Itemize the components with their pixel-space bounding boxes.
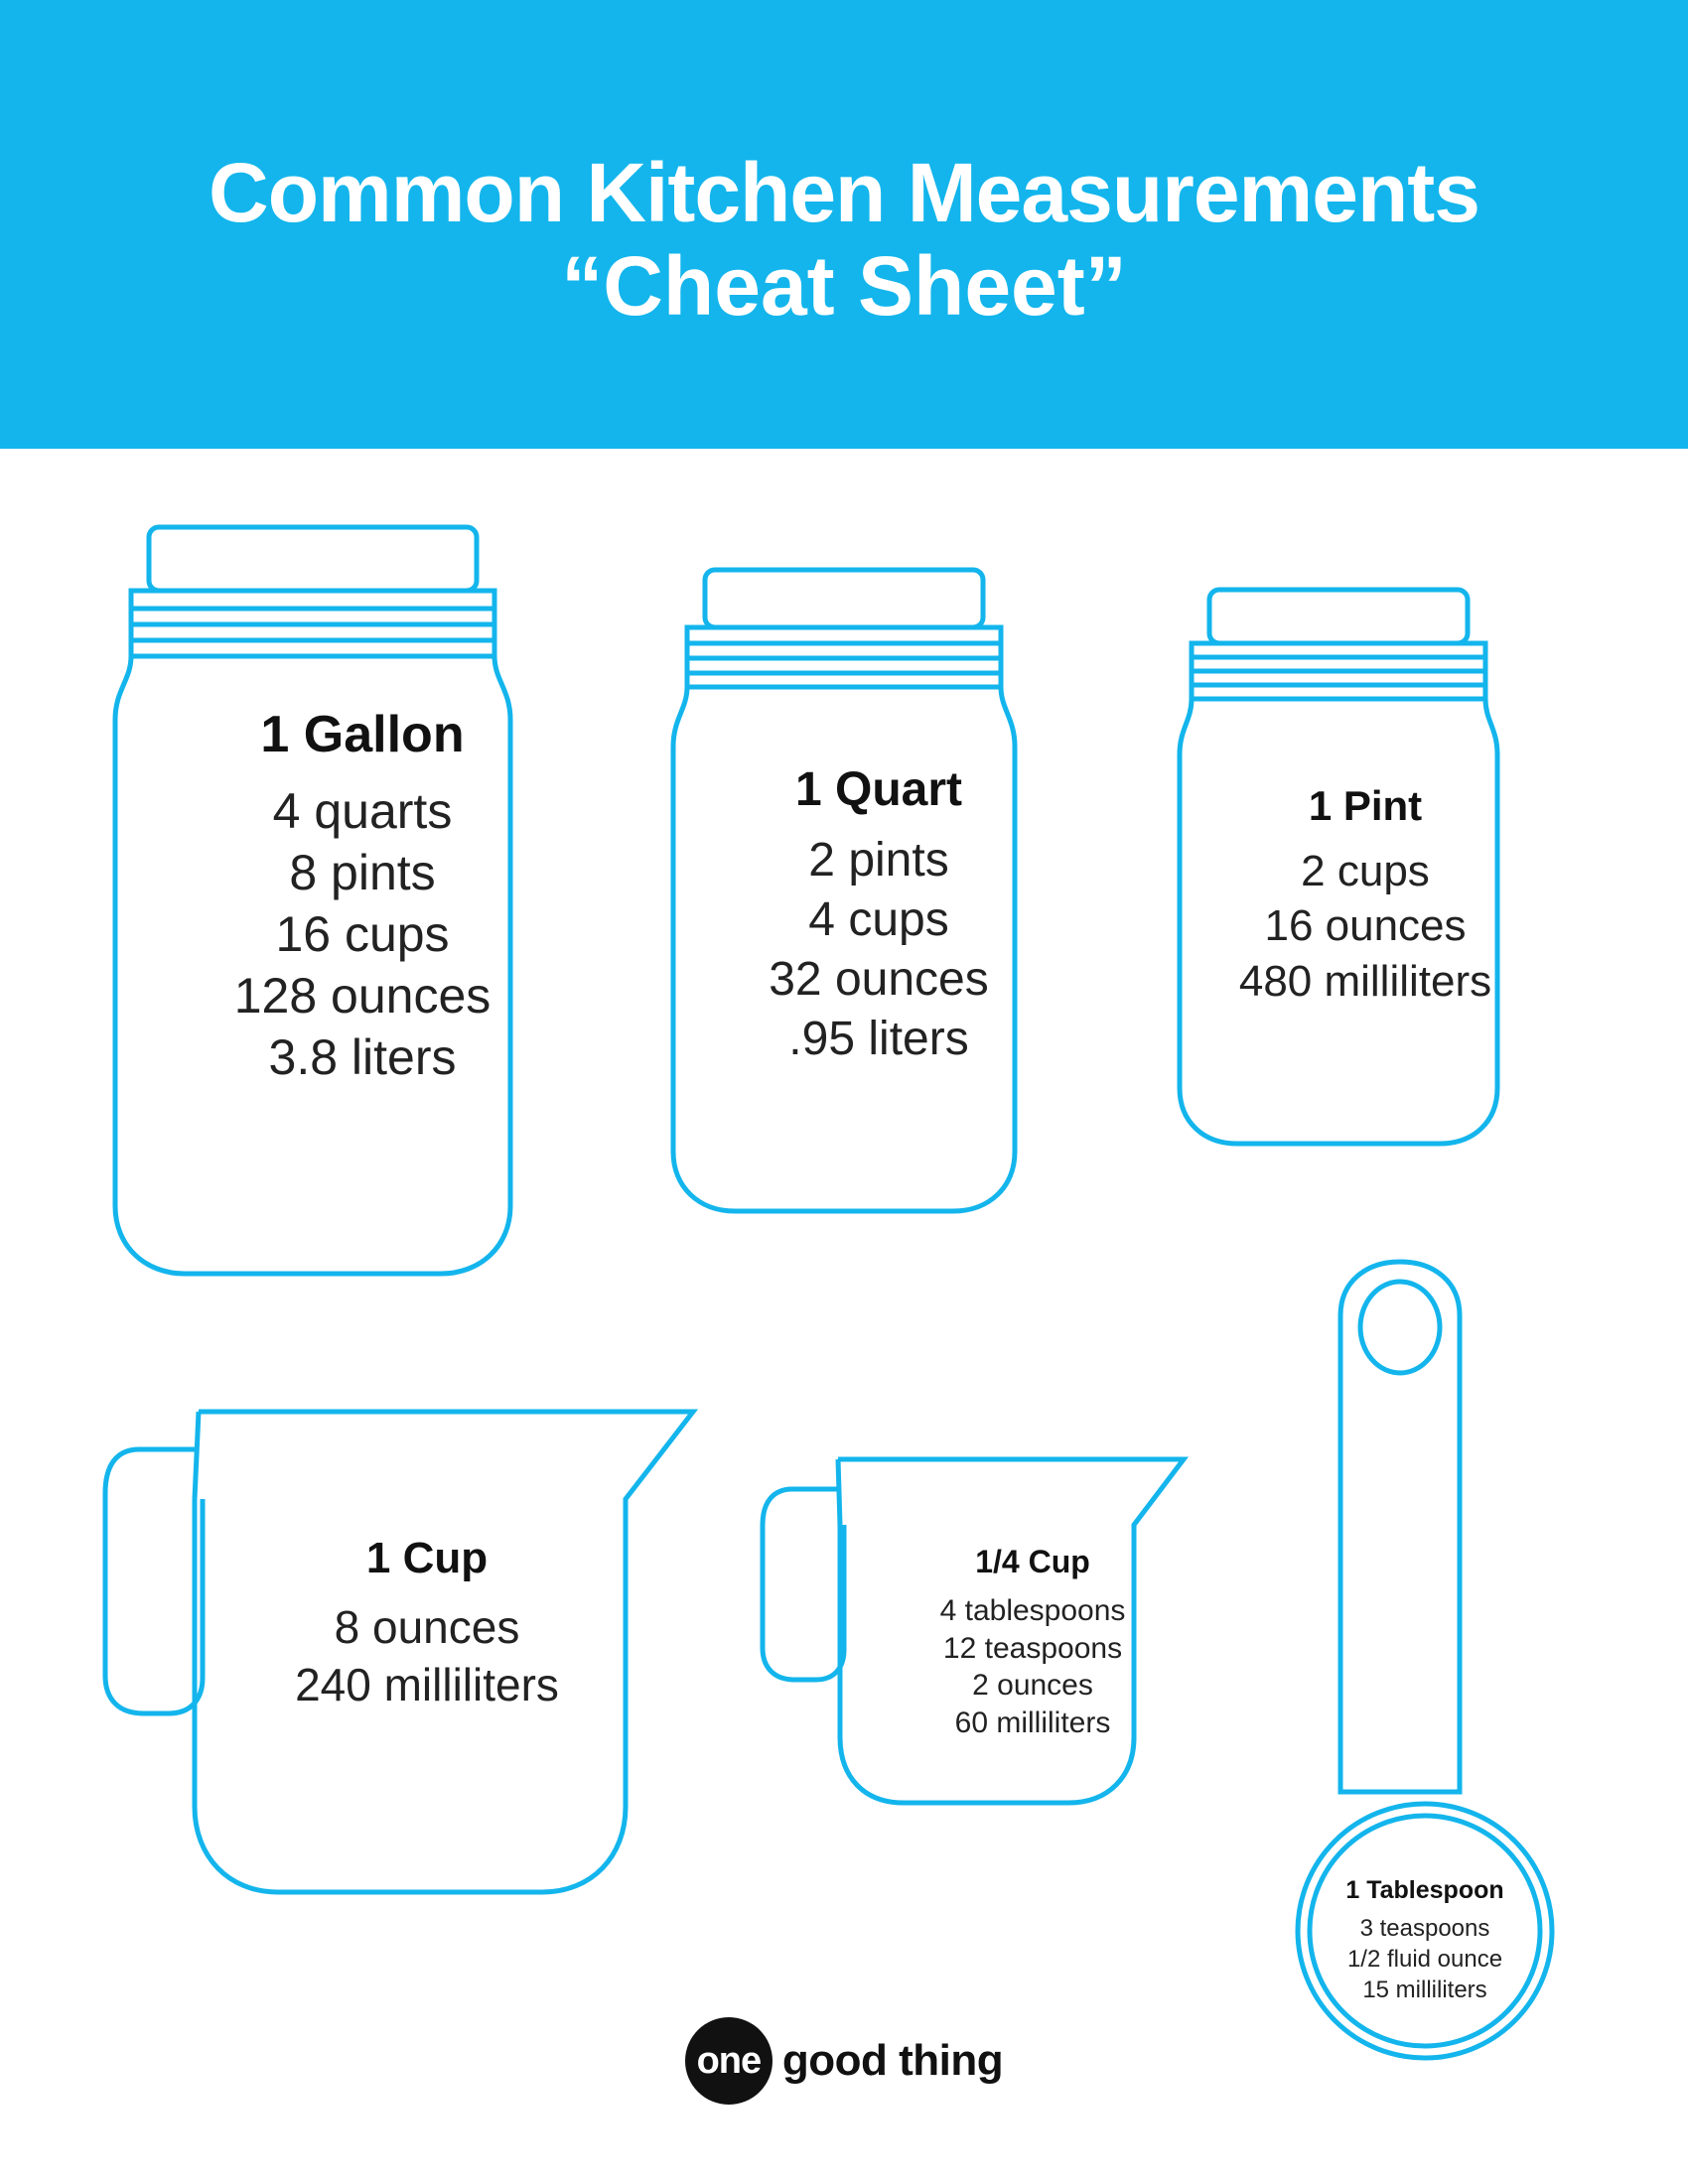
spoon-line-2: 1/2 fluid ounce bbox=[1346, 1946, 1503, 1974]
measuring-cup-one-labels bbox=[199, 1534, 655, 1714]
logo-mark: one bbox=[685, 2017, 773, 2105]
cup-one-line-1: 8 ounces bbox=[334, 1601, 520, 1653]
jar-pint-line-2: 16 ounces bbox=[1264, 901, 1467, 951]
jar-gallon-line-3: 16 cups bbox=[275, 906, 450, 962]
jar-gallon-labels bbox=[109, 705, 616, 1088]
jar-pint-title: 1 Pint bbox=[1308, 782, 1423, 829]
jar-pint-line-3: 480 milliliters bbox=[1238, 956, 1492, 1006]
jar-pint-line-1: 2 cups bbox=[1301, 847, 1430, 895]
jar-quart-line-1: 2 pints bbox=[808, 834, 949, 887]
cup-one-line-2: 240 milliliters bbox=[295, 1658, 559, 1710]
jar-quart-title: 1 Quart bbox=[794, 763, 963, 816]
jar-pint bbox=[1172, 584, 1559, 1229]
jar-gallon-title: 1 Gallon bbox=[260, 706, 465, 763]
cup-quarter-title: 1/4 Cup bbox=[975, 1544, 1090, 1579]
measuring-spoon-tablespoon bbox=[1291, 1256, 1559, 2070]
jar-pint-labels bbox=[1152, 782, 1579, 1009]
jar-gallon-line-2: 8 pints bbox=[289, 845, 436, 900]
spoon-line-1: 3 teaspoons bbox=[1359, 1915, 1490, 1942]
cup-quarter-line-1: 4 tablespoons bbox=[939, 1594, 1126, 1627]
jar-gallon-line-4: 128 ounces bbox=[233, 968, 492, 1024]
jar-quart bbox=[665, 564, 1092, 1249]
page-header bbox=[0, 0, 1688, 449]
footer-logo bbox=[0, 2017, 1688, 2105]
spoon-line-3: 15 milliliters bbox=[1362, 1977, 1487, 2004]
spoon-tablespoon-labels bbox=[1306, 1876, 1544, 2006]
jar-quart-line-3: 32 ounces bbox=[769, 953, 989, 1006]
measuring-cup-quarter bbox=[755, 1439, 1221, 1856]
jar-quart-line-4: .95 liters bbox=[788, 1013, 969, 1065]
measuring-cup-quarter-labels bbox=[864, 1544, 1201, 1741]
page-subtitle: “Cheat Sheet” bbox=[561, 239, 1127, 333]
spoon-title: 1 Tablespoon bbox=[1345, 1876, 1504, 1904]
page-title: Common Kitchen Measurements bbox=[209, 145, 1479, 239]
logo-text: good thing bbox=[781, 2036, 1004, 2085]
jar-gallon bbox=[109, 521, 616, 1315]
jar-gallon-line-5: 3.8 liters bbox=[268, 1029, 457, 1085]
jar-gallon-line-1: 4 quarts bbox=[272, 783, 453, 839]
cup-quarter-line-3: 2 ounces bbox=[972, 1669, 1093, 1702]
jar-quart-labels bbox=[665, 762, 1092, 1069]
jar-quart-line-2: 4 cups bbox=[808, 893, 949, 946]
measuring-cup-one bbox=[99, 1390, 755, 1966]
cup-quarter-line-2: 12 teaspoons bbox=[942, 1631, 1123, 1665]
cup-one-title: 1 Cup bbox=[365, 1534, 489, 1582]
cup-quarter-line-4: 60 milliliters bbox=[954, 1706, 1111, 1739]
